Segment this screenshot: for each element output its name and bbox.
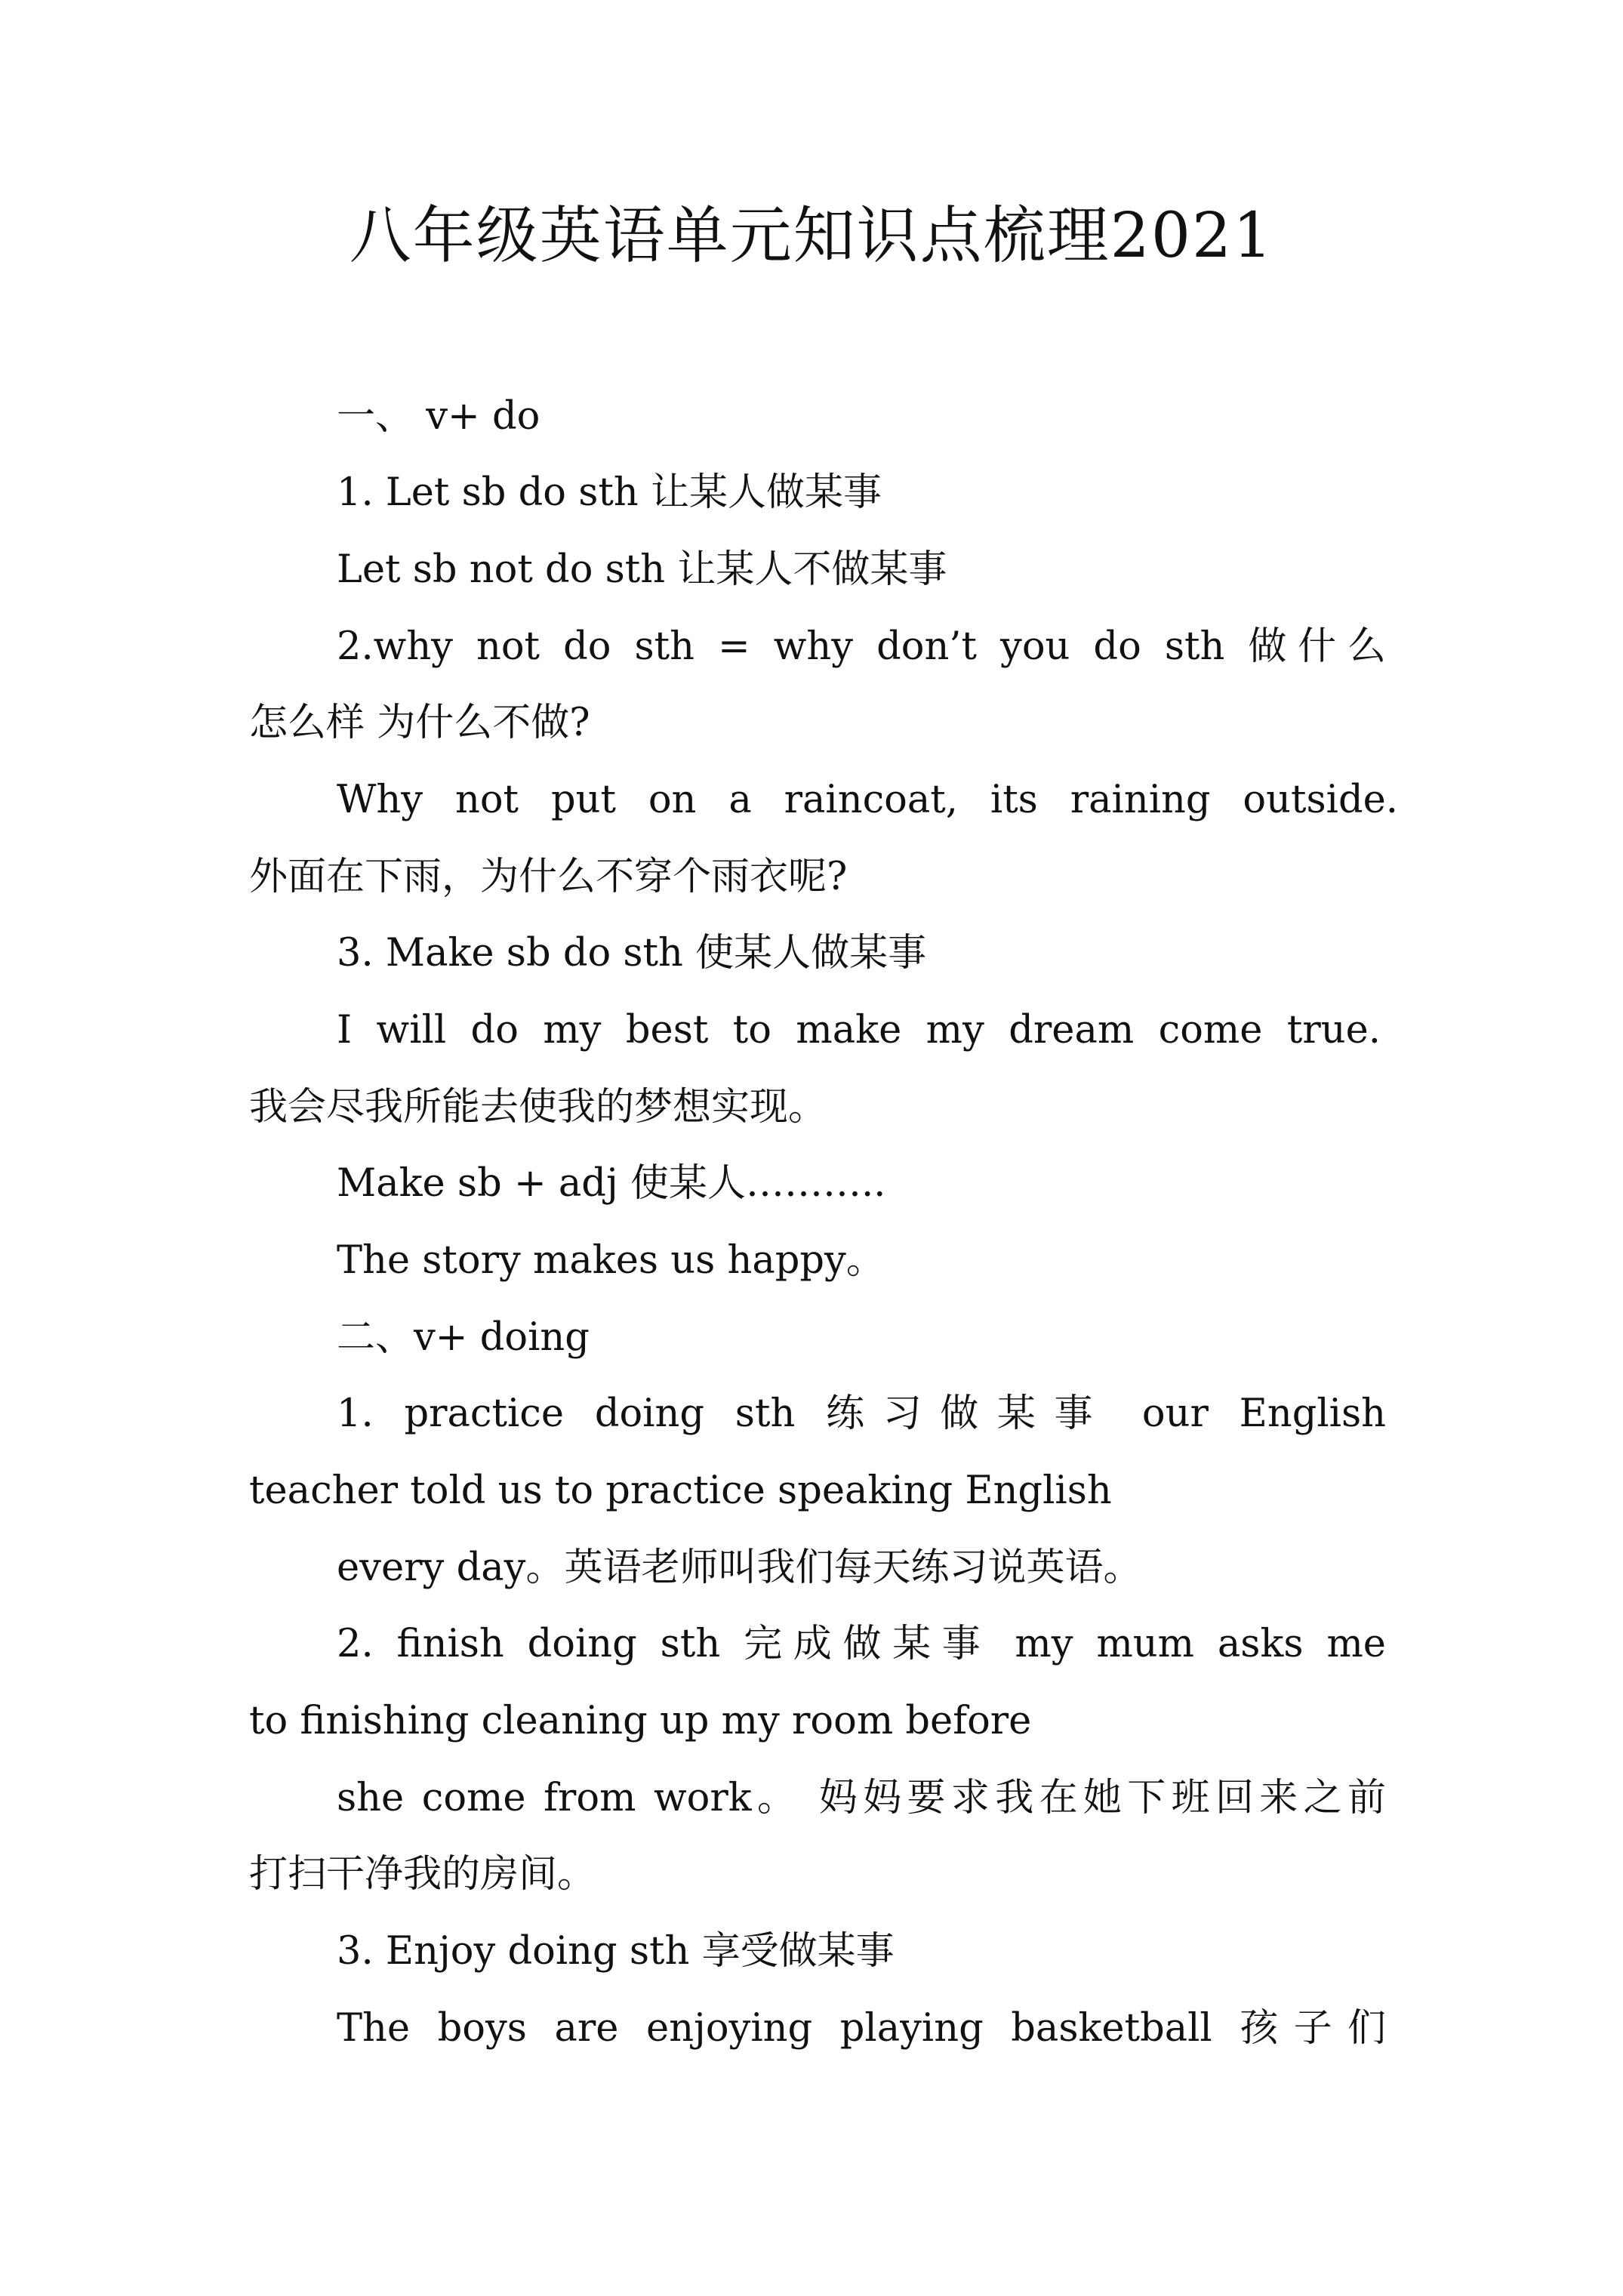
text-line: 怎么样 为什么不做? [249,701,590,745]
text-line: 1. Let sb do sth 让某人做某事 [337,470,882,515]
text-line: Let sb not do sth 让某人不做某事 [337,547,947,592]
document-title: 八年级英语单元知识点梳理2021 [349,200,1274,272]
text-line: she come from work。 妈妈要求我在她下班回来之前 [337,1776,1386,1820]
text-line: 3. Make sb do sth 使某人做某事 [337,931,927,975]
section-heading-v-do: 一、 v+ do [337,394,540,439]
text-line: The boys are enjoying playing basketball 孩子们 [337,2006,1386,2051]
text-line: 1. practice doing sth 练习做某事 our English [337,1391,1386,1436]
text-line: I will do my best to make my dream come true. [337,1008,1381,1052]
section-heading-v-doing: 二、v+ doing [337,1315,590,1360]
text-line: every day。英语老师叫我们每天练习说英语。 [337,1546,1142,1590]
text-line: 3. Enjoy doing sth 享受做某事 [337,1929,895,1974]
text-line: The story makes us happy。 [337,1238,885,1283]
text-line: 外面在下雨，为什么不穿个雨衣呢? [249,855,848,899]
text-line: teacher told us to practice speaking English [249,1469,1112,1513]
text-line: 我会尽我所能去使我的梦想实现。 [249,1085,827,1130]
text-line: 2. finish doing sth 完成做某事 my mum asks me [337,1622,1386,1666]
text-line: 2.why not do sth = why don’t you do sth 做什么 [337,624,1386,669]
text-line: Make sb + adj 使某人……….. [337,1161,886,1206]
text-line: Why not put on a raincoat, its raining outside. [337,778,1398,822]
text-line: to finishing cleaning up my room before [249,1699,1032,1743]
text-line: 打扫干净我的房间。 [249,1852,596,1897]
